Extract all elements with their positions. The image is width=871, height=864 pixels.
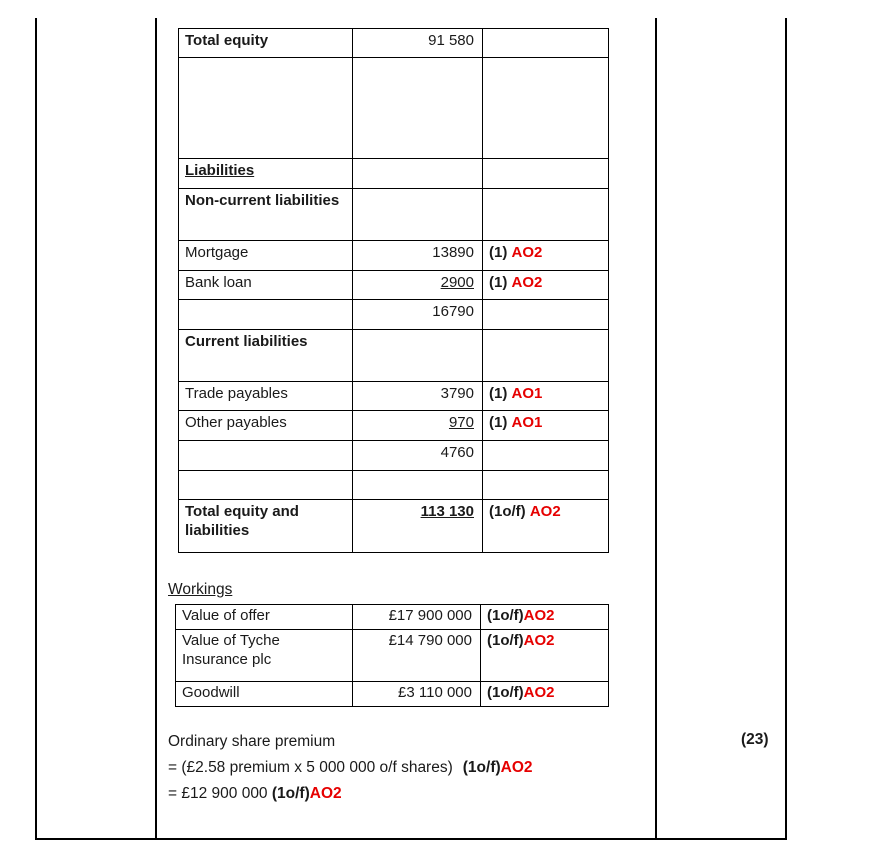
workings-table (175, 604, 609, 707)
bs-mark-cell (483, 411, 609, 441)
bs-value-ncl-subtotal: 16790 (353, 300, 483, 330)
bs-empty-cell (179, 441, 353, 471)
wk-mark-cell (481, 605, 609, 630)
notes-line-result (168, 781, 533, 807)
bs-label-bank-loan: Bank loan (179, 271, 353, 300)
question-total-marks: (23) (741, 731, 769, 748)
mark-points: (1) (489, 274, 508, 291)
grid-line-left (35, 18, 37, 838)
mark-points: (1) (489, 385, 508, 402)
wk-value-goodwill: £3 110 000 (353, 682, 481, 707)
share-premium-working (168, 729, 533, 807)
grid-line-answer-left (155, 18, 157, 838)
bs-mark-cell (483, 241, 609, 271)
bs-empty-cell (483, 300, 609, 330)
mark-ao-code: AO2 (523, 684, 555, 701)
calculation-text: = (£2.58 premium x 5 000 000 o/f shares) (168, 759, 453, 776)
wk-label-goodwill: Goodwill (176, 682, 353, 707)
bs-empty-cell (483, 58, 609, 159)
mark-points: (1o/f) (487, 632, 524, 649)
notes-line-title: Ordinary share premium (168, 733, 336, 750)
bs-empty-cell (179, 471, 353, 500)
mark-ao-code: AO2 (523, 607, 555, 624)
bs-mark-cell (483, 271, 609, 300)
grid-line-bottom (35, 838, 787, 840)
grid-line-answer-right (655, 18, 657, 838)
wk-mark-cell (481, 630, 609, 682)
mark-ao-code: AO2 (511, 244, 543, 261)
bs-empty-cell (483, 189, 609, 241)
mark-points: (1o/f) (487, 684, 524, 701)
bs-empty-cell (353, 58, 483, 159)
mark-ao-code: AO2 (500, 759, 533, 776)
wk-label-value-of-offer: Value of offer (176, 605, 353, 630)
mark-points: (1) (489, 244, 508, 261)
bs-empty-cell (483, 330, 609, 382)
grid-line-right (785, 18, 787, 838)
workings-heading: Workings (168, 581, 233, 598)
bs-empty-cell (483, 471, 609, 500)
bs-label-trade-payables: Trade payables (179, 382, 353, 411)
bs-mark-cell (483, 382, 609, 411)
bs-label-total-equity-and-liabilities: Total equity and liabilities (179, 500, 353, 553)
mark-ao-code: AO2 (309, 785, 342, 802)
wk-value-value-of-tyche: £14 790 000 (353, 630, 481, 682)
bs-label-other-payables: Other payables (179, 411, 353, 441)
mark-ao-code: AO1 (511, 414, 543, 431)
notes-line-calculation (168, 755, 533, 781)
bs-mark-cell (483, 29, 609, 58)
mark-points: (1o/f) (462, 759, 501, 776)
wk-value-value-of-offer: £17 900 000 (353, 605, 481, 630)
bs-value-total-equity: 91 580 (353, 29, 483, 58)
bs-empty-cell (353, 330, 483, 382)
bs-value-total-equity-and-liabilities: 113 130 (353, 500, 483, 553)
mark-ao-code: AO2 (511, 274, 543, 291)
bs-empty-cell (179, 300, 353, 330)
bs-value-trade-payables: 3790 (353, 382, 483, 411)
bs-value-mortgage: 13890 (353, 241, 483, 271)
bs-value-cl-subtotal: 4760 (353, 441, 483, 471)
mark-points: (1o/f) (487, 607, 524, 624)
bs-label-mortgage: Mortgage (179, 241, 353, 271)
bs-label-current-liabilities: Current liabilities (179, 330, 353, 382)
mark-points: (1o/f) (489, 503, 526, 520)
bs-empty-cell (353, 471, 483, 500)
wk-mark-cell (481, 682, 609, 707)
bs-value-other-payables: 970 (353, 411, 483, 441)
mark-points: (1) (489, 414, 508, 431)
bs-label-total-equity: Total equity (179, 29, 353, 58)
bs-empty-cell (353, 189, 483, 241)
bs-empty-cell (353, 159, 483, 189)
result-text: = £12 900 000 (168, 785, 268, 802)
mark-ao-code: AO2 (523, 632, 555, 649)
bs-label-liabilities: Liabilities (179, 159, 353, 189)
mark-ao-code: AO1 (511, 385, 543, 402)
bs-empty-cell (179, 58, 353, 159)
bs-mark-cell (483, 500, 609, 553)
bs-empty-cell (483, 159, 609, 189)
balance-sheet-table (178, 28, 609, 553)
bs-empty-cell (483, 441, 609, 471)
mark-points: (1o/f) (271, 785, 310, 802)
wk-label-value-of-tyche: Value of Tyche Insurance plc (176, 630, 353, 682)
mark-ao-code: AO2 (529, 503, 561, 520)
bs-label-non-current-liabilities: Non-current liabilities (179, 189, 353, 241)
bs-value-bank-loan: 2900 (353, 271, 483, 300)
